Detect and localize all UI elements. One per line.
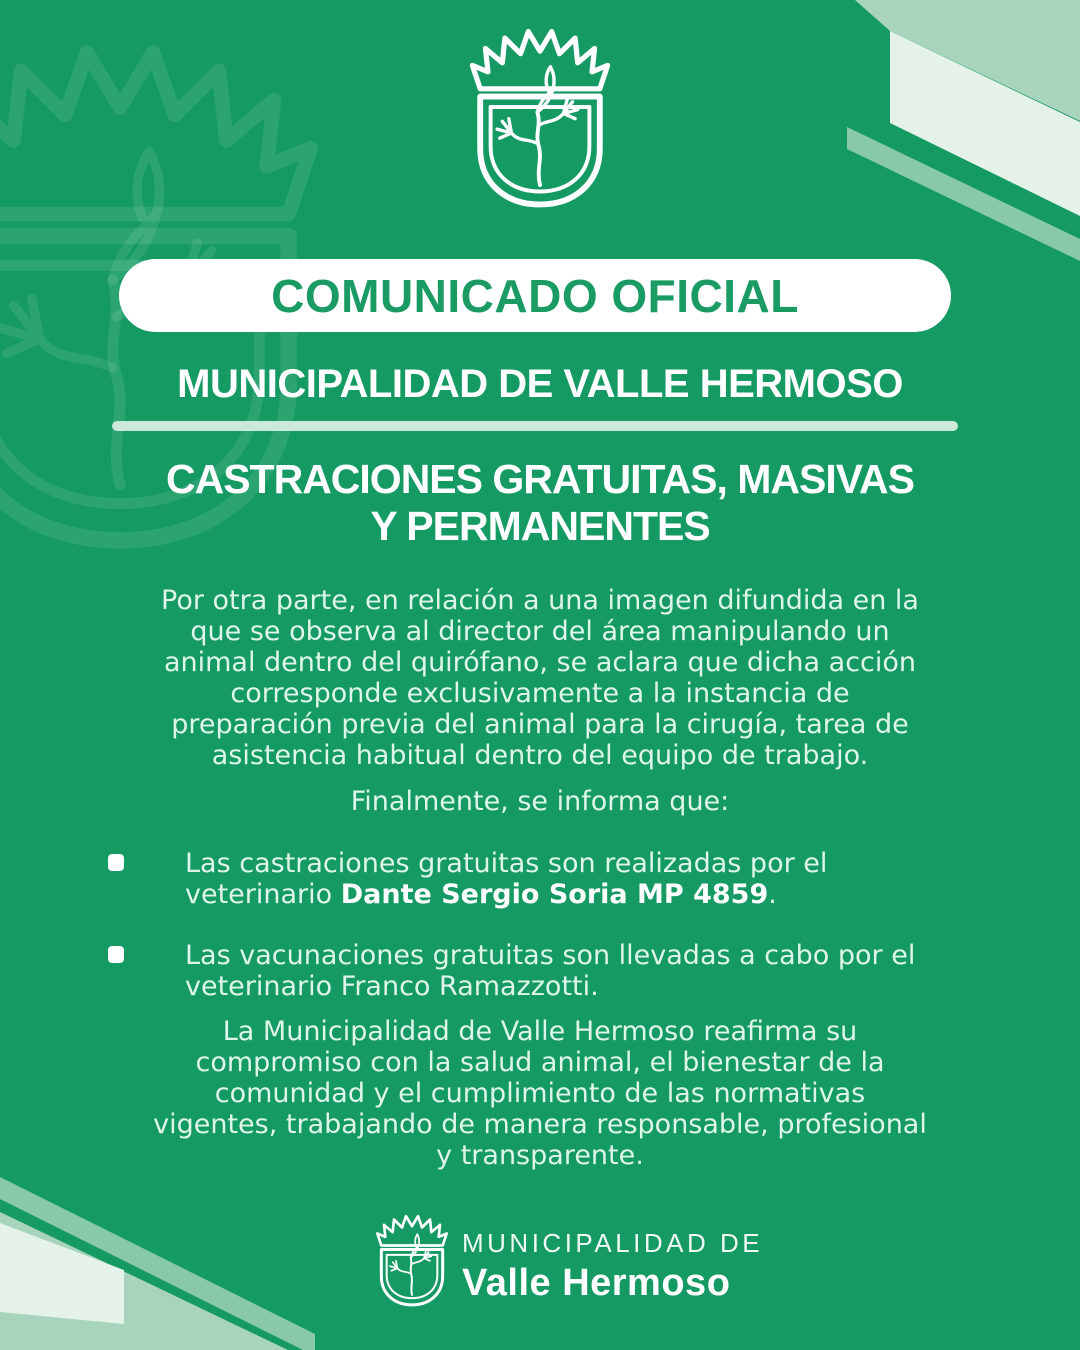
municipality-name: MUNICIPALIDAD DE VALLE HERMOSO: [177, 362, 903, 406]
body-paragraph-line: que se observa al director del área manipulando un: [190, 616, 890, 647]
body-paragraph-line: animal dentro del quirófano, se aclara que dicha acción: [163, 647, 917, 678]
corner-decoration-top-right: [847, 0, 1080, 261]
footer-logo: [462, 1228, 763, 1305]
body-paragraph: [0, 585, 1080, 771]
bullet-text-pre: Las vacunaciones gratuitas son llevadas a cabo por el veterinario Franco Ramazzotti.: [185, 940, 916, 1002]
list-item: [108, 940, 968, 1002]
square-bullet-icon: [108, 946, 124, 963]
square-bullet-icon: [108, 854, 124, 871]
badge-label: COMUNICADO OFICIAL: [271, 269, 799, 322]
crest-icon: [462, 28, 618, 212]
info-intro: Finalmente, se informa que:: [350, 786, 730, 817]
body-paragraph-line: preparación previa del animal para la cirugía, tarea de: [171, 709, 909, 740]
title-divider: [112, 421, 958, 431]
bullet-text: [185, 848, 960, 910]
list-item: [108, 848, 968, 910]
closing-paragraph-line: comunidad y el cumplimiento de las normativas: [214, 1078, 866, 1109]
footer-crest-icon: [372, 1214, 452, 1309]
page-title-line2: Y PERMANENTES: [370, 503, 710, 549]
footer-org-brand: Valle Hermoso: [462, 1262, 731, 1304]
closing-paragraph-line: y transparente.: [436, 1140, 644, 1171]
closing-paragraph-line: La Municipalidad de Valle Hermoso reafirma su: [222, 1016, 858, 1047]
bullet-text-pre: Las castraciones gratuitas son realizadas por el veterinario: [185, 848, 828, 910]
closing-paragraph: [0, 1016, 1080, 1171]
body-paragraph-line: Por otra parte, en relación a una imagen difundida en la: [161, 585, 919, 616]
closing-paragraph-line: vigentes, trabajando de manera responsable, profesional: [153, 1109, 927, 1140]
footer-org-name: MUNICIPALIDAD DE: [462, 1228, 764, 1258]
corner-decoration-bottom-left: [0, 1177, 315, 1350]
page-title-line1: CASTRACIONES GRATUITAS, MASIVAS: [165, 456, 915, 502]
page-title: [0, 456, 1080, 550]
body-paragraph-line: asistencia habitual dentro del equipo de trabajo.: [211, 740, 869, 771]
closing-paragraph-line: compromiso con la salud animal, el bienestar de la: [195, 1047, 885, 1078]
body-paragraph-line: corresponde exclusivamente a la instancia de: [230, 678, 850, 709]
veterinarian-name: Dante Sergio Soria MP 4859: [340, 879, 769, 910]
bullet-text-post: .: [768, 879, 777, 910]
bullet-text: [185, 940, 960, 1002]
bullet-list: [108, 848, 968, 1032]
official-statement-badge: [119, 259, 951, 332]
